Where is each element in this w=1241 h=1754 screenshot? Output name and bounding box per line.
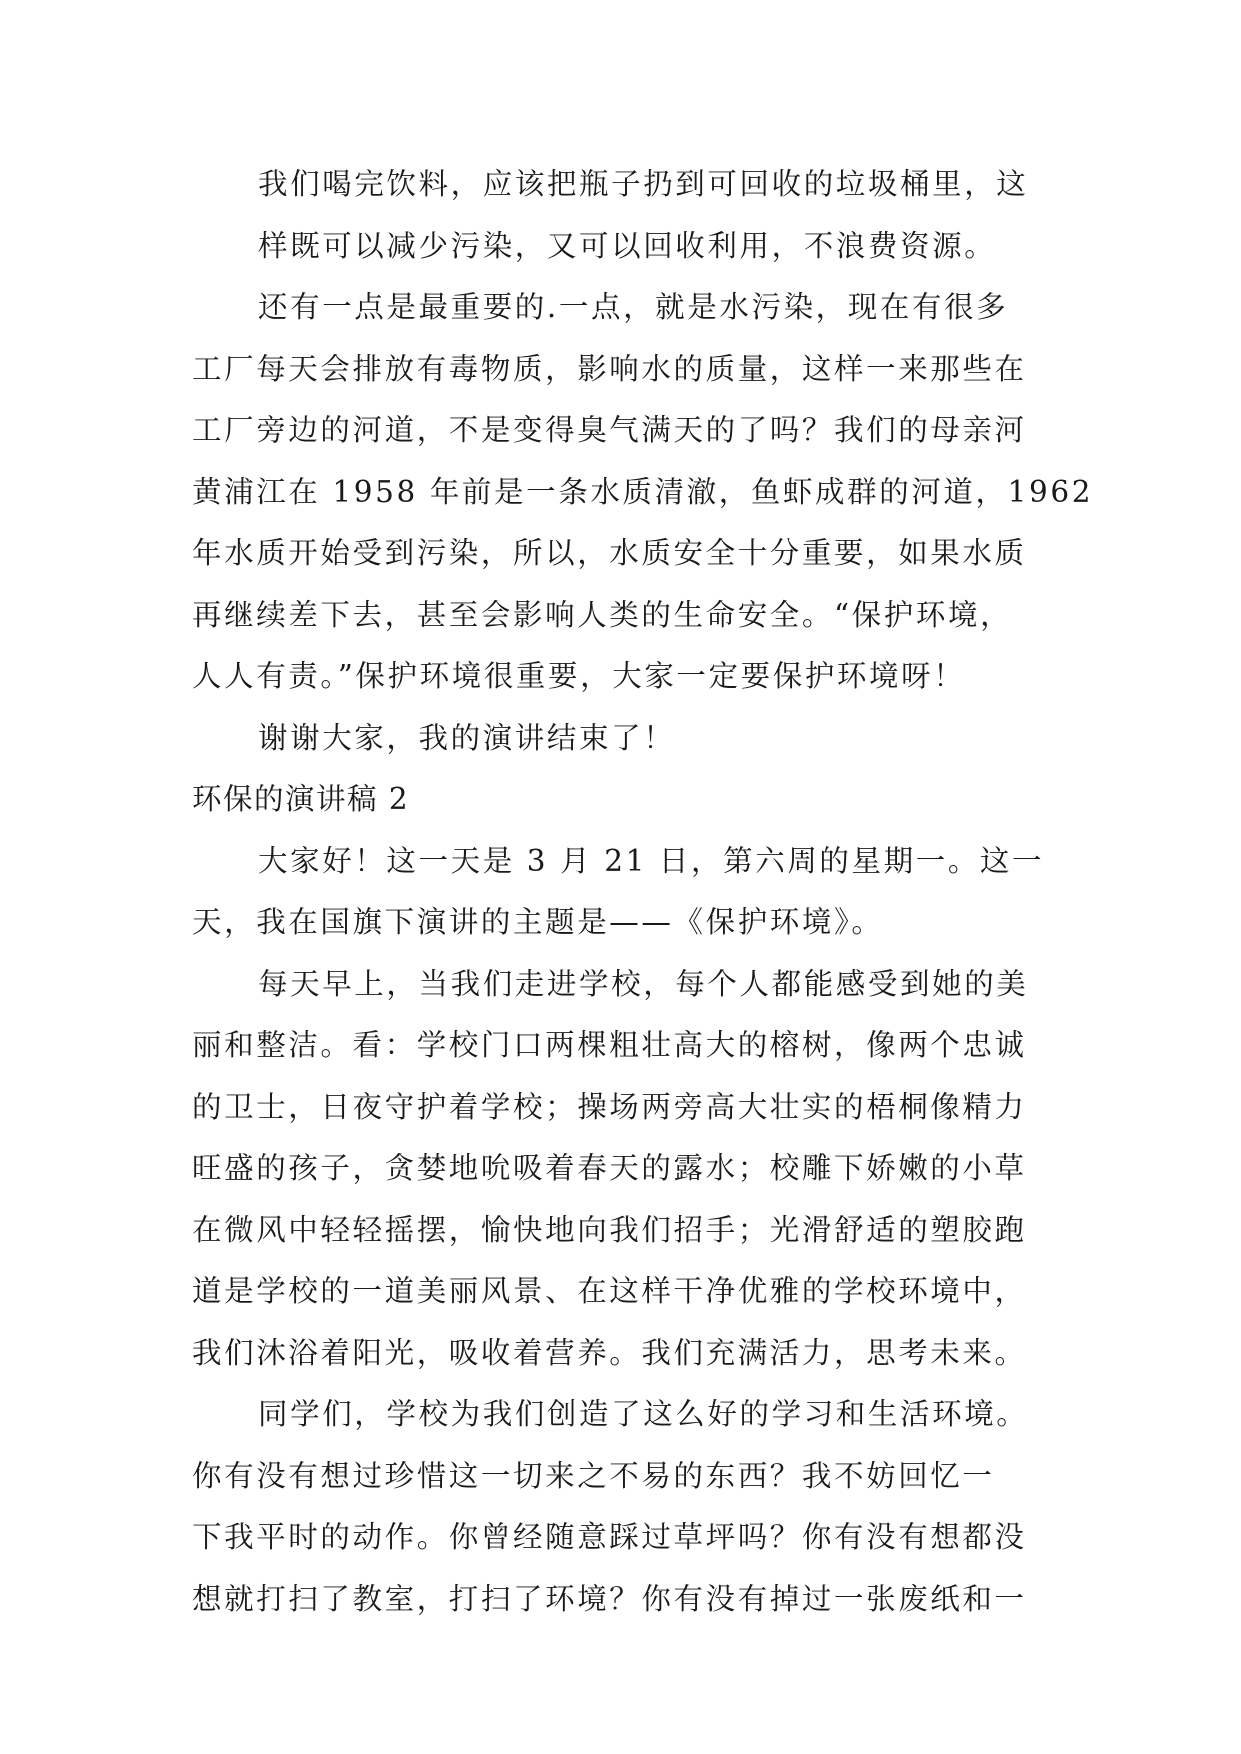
- paragraph-greeting: [192, 831, 1050, 954]
- section-heading: 环保的演讲稿 2: [192, 782, 410, 816]
- text-line: 同学们，学校为我们创造了这么好的学习和生活环境。: [258, 1397, 1029, 1431]
- text-line: 天，我在国旗下演讲的主题是——《保护环境》。: [192, 905, 884, 939]
- paragraph-recycle-bottles: [192, 154, 1050, 277]
- text-line: 样既可以减少污染，又可以回收利用，不浪费资源。: [258, 228, 997, 263]
- text-line: 的卫士，日夜守护着学校；操场两旁高大壮实的梧桐像精力: [192, 1089, 1027, 1124]
- text-line: 工厂旁边的河道，不是变得臭气满天的了吗？我们的母亲河: [192, 413, 1027, 447]
- text-line: 丽和整洁。看：学校门口两棵粗壮高大的榕树，像两个忠诚: [192, 1028, 1027, 1062]
- document-body: [192, 154, 1094, 1630]
- text-line: 再继续差下去，甚至会影响人类的生命安全。“保护环境，: [192, 597, 1013, 632]
- text-line: 道是学校的一道美丽风景、在这样干净优雅的学校环境中，: [192, 1274, 1027, 1308]
- text-line: 年水质开始受到污染，所以，水质安全十分重要，如果水质: [192, 536, 1027, 570]
- paragraph-closing-thanks: [192, 708, 1050, 770]
- paragraph-classmates-reflection: [192, 1384, 1050, 1630]
- text-line: 每天早上，当我们走进学校，每个人都能感受到她的美: [258, 966, 1029, 1001]
- paragraph-school-scenery: [192, 954, 1050, 1385]
- text-line: 黄浦江在 1958 年前是一条水质清澈，鱼虾成群的河道，1962: [192, 474, 1094, 509]
- text-line: 人人有责。”保护环境很重要，大家一定要保护环境呀！: [192, 659, 966, 693]
- paragraph-water-pollution: [192, 277, 1094, 708]
- text-line: 谢谢大家，我的演讲结束了！: [258, 720, 676, 755]
- text-line: 大家好！这一天是 3 月 21 日，第六周的星期一。这一: [258, 843, 1045, 878]
- text-line: 我们沐浴着阳光，吸收着营养。我们充满活力，思考未来。: [192, 1335, 1027, 1370]
- text-line: 旺盛的孩子，贪婪地吮吸着春天的露水；校雕下娇嫩的小草: [192, 1151, 1027, 1185]
- text-line: 你有没有想过珍惜这一切来之不易的东西？我不妨回忆一: [192, 1458, 995, 1493]
- text-line: 在微风中轻轻摇摆，愉快地向我们招手；光滑舒适的塑胶跑: [192, 1212, 1027, 1247]
- text-line: 还有一点是最重要的.一点，就是水污染，现在有很多: [258, 290, 1009, 324]
- text-line: 工厂每天会排放有毒物质，影响水的质量，这样一来那些在: [192, 351, 1027, 386]
- text-line: 想就打扫了教室，打扫了环境？你有没有掉过一张废纸和一: [192, 1581, 1027, 1616]
- text-line: 下我平时的动作。你曾经随意踩过草坪吗？你有没有想都没: [192, 1520, 1027, 1554]
- text-line: 我们喝完饮料，应该把瓶子扔到可回收的垃圾桶里，这: [258, 167, 1029, 201]
